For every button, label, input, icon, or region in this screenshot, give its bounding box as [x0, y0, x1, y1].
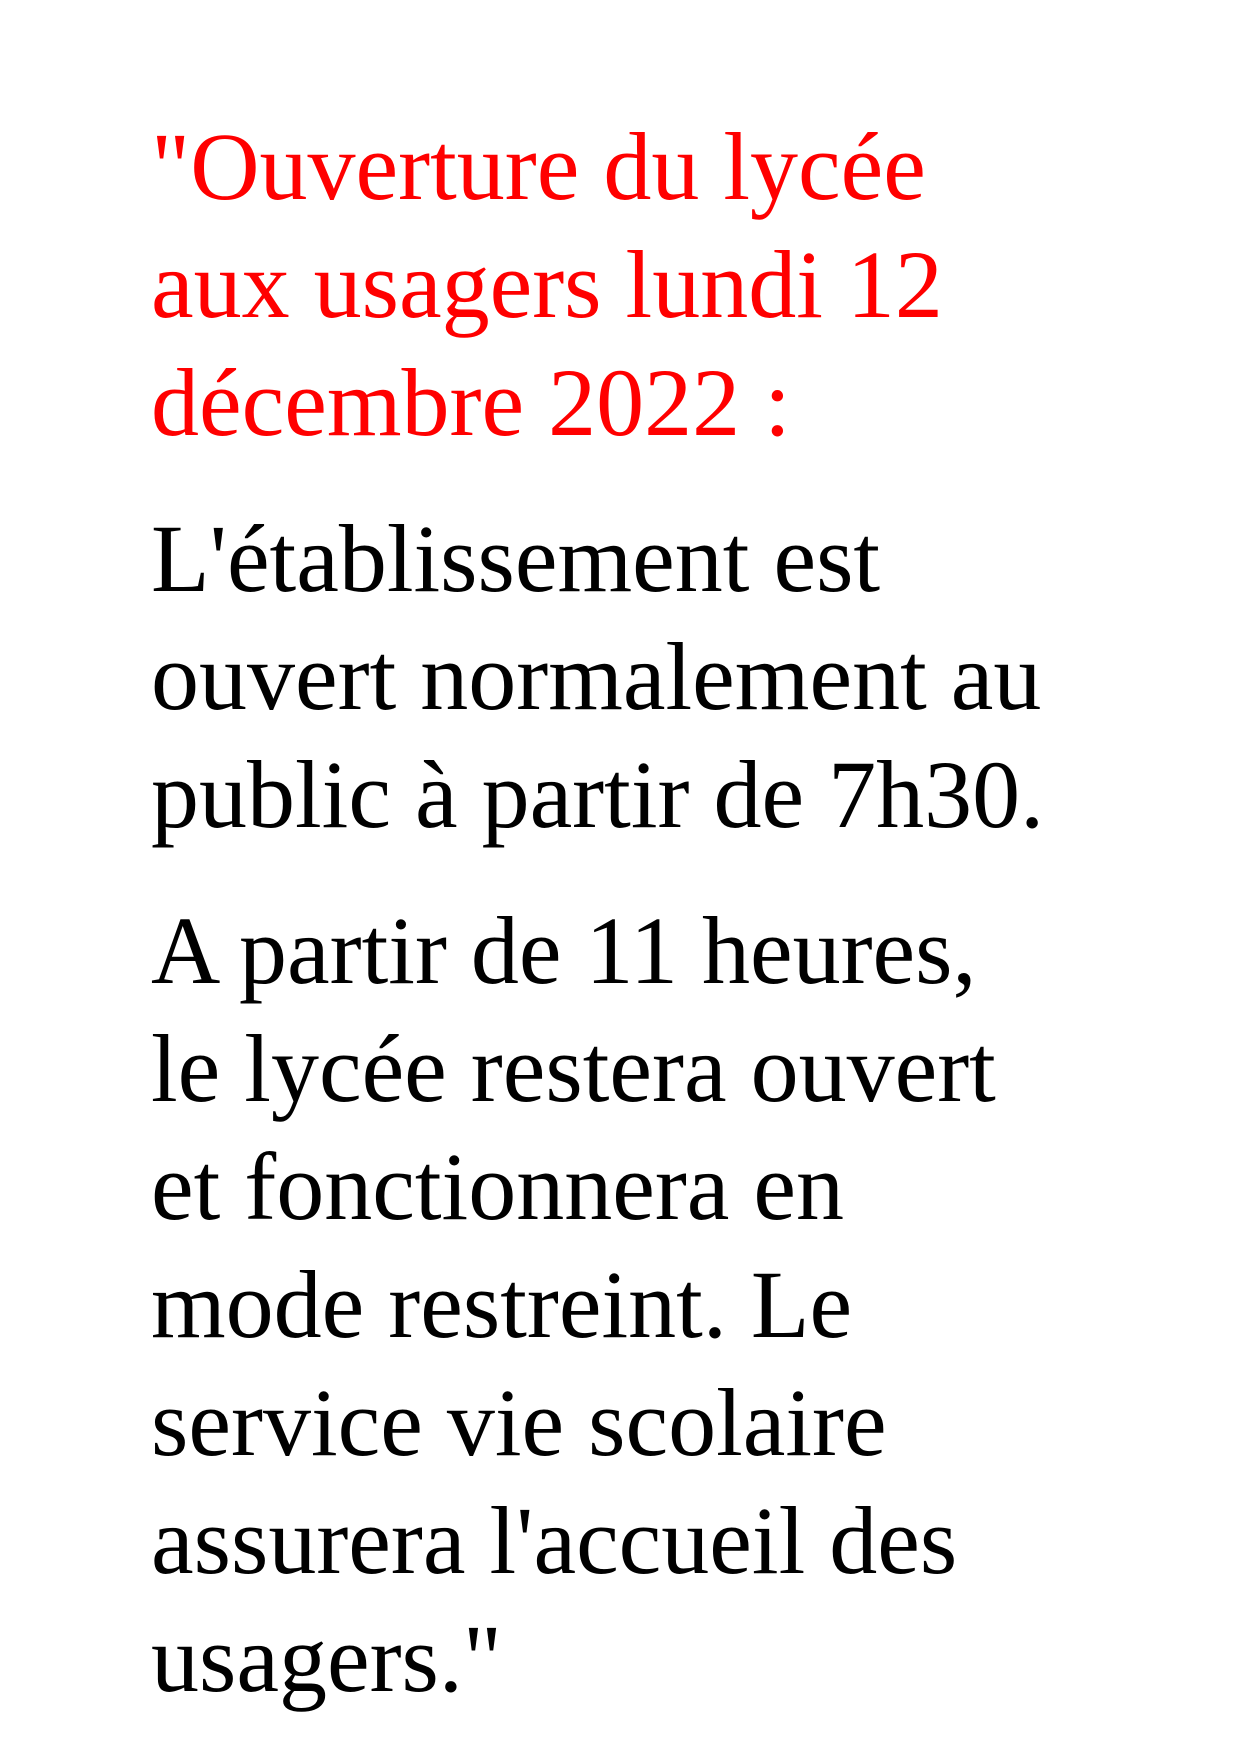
restricted-mode-paragraph [151, 892, 1151, 1718]
heading-line: décembre 2022 : [151, 349, 791, 456]
heading-line: "Ouverture du lycée [151, 113, 926, 220]
paragraph-line: A partir de 11 heures, [151, 897, 977, 1004]
heading-line: aux usagers lundi 12 [151, 231, 943, 338]
paragraph-line: public à partir de 7h30. [151, 741, 1045, 848]
paragraph-line: assurera l'accueil des [151, 1487, 958, 1594]
paragraph-line: et fonctionnera en [151, 1133, 844, 1240]
paragraph-line: mode restreint. Le [151, 1251, 853, 1358]
paragraph-line: usagers." [151, 1605, 503, 1712]
paragraph-line: le lycée restera ouvert [151, 1015, 996, 1122]
opening-hours-paragraph [151, 500, 1151, 854]
paragraph-spacer [151, 462, 1151, 500]
notice-document [151, 108, 1151, 1718]
paragraph-line: service vie scolaire [151, 1369, 887, 1476]
paragraph-line: ouvert normalement au [151, 623, 1042, 730]
paragraph-line: L'établissement est [151, 505, 881, 612]
paragraph-spacer [151, 854, 1151, 892]
notice-heading [151, 108, 1151, 462]
